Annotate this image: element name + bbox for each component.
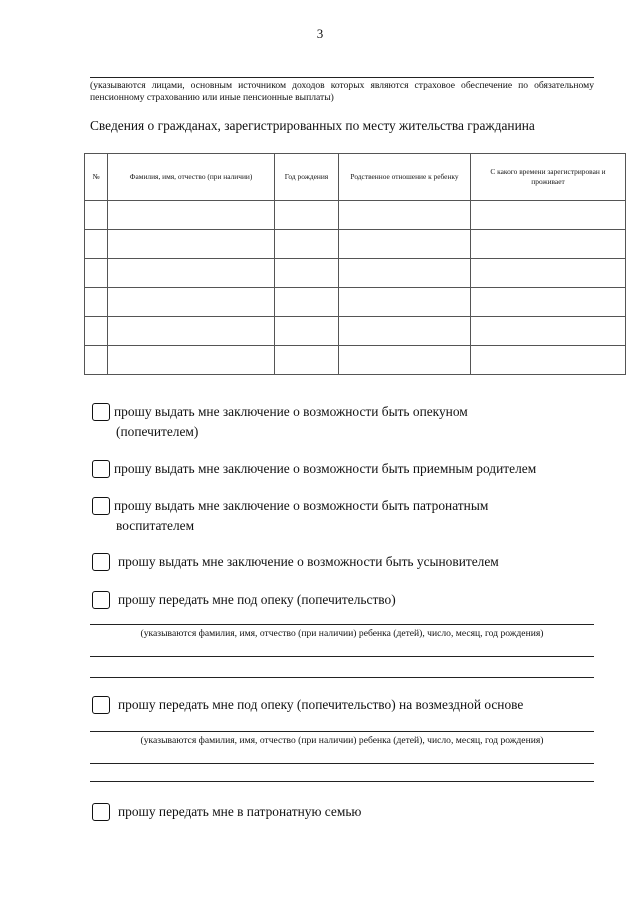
- option-transfer-guardianship-paid: [92, 695, 612, 715]
- table-header-row: [85, 154, 626, 201]
- table-cell[interactable]: [108, 259, 275, 288]
- table-row: [85, 288, 626, 317]
- option-foster-parent-conclusion: [92, 459, 612, 479]
- section-title: Сведения о гражданах, зарегистрированных по месту жительства гражданина: [90, 118, 535, 133]
- child-info-line[interactable]: [90, 763, 594, 764]
- table-cell[interactable]: [85, 346, 108, 375]
- table-cell[interactable]: [471, 259, 626, 288]
- table-row: [85, 317, 626, 346]
- table-cell[interactable]: [275, 288, 339, 317]
- table-cell[interactable]: [471, 317, 626, 346]
- option-label-continued: воспитателем: [116, 518, 195, 533]
- table-cell[interactable]: [339, 201, 471, 230]
- option-label-continued: (попечителем): [116, 424, 199, 439]
- col-header-relation: Родственное отношение к ребенку: [339, 154, 471, 201]
- checkbox-patronage-educator-conclusion[interactable]: [92, 497, 110, 515]
- option-adopter-conclusion: [92, 552, 612, 572]
- table-cell[interactable]: [275, 259, 339, 288]
- checkbox-transfer-guardianship-paid[interactable]: [92, 696, 110, 714]
- table-row: [85, 201, 626, 230]
- table-cell[interactable]: [339, 259, 471, 288]
- table-cell[interactable]: [275, 230, 339, 259]
- child-info-line[interactable]: [90, 624, 594, 625]
- table-cell[interactable]: [85, 259, 108, 288]
- checkbox-foster-parent-conclusion[interactable]: [92, 460, 110, 478]
- col-header-birth-year: Год рождения: [275, 154, 339, 201]
- option-label: прошу выдать мне заключение о возможности быть усыновителем: [118, 554, 499, 569]
- table-cell[interactable]: [471, 201, 626, 230]
- page-number: 3: [316, 26, 324, 41]
- option-transfer-patronage-family: [92, 802, 612, 822]
- table-cell[interactable]: [108, 201, 275, 230]
- table-cell[interactable]: [108, 288, 275, 317]
- table-cell[interactable]: [108, 230, 275, 259]
- table-cell[interactable]: [85, 288, 108, 317]
- table-cell[interactable]: [471, 288, 626, 317]
- checkbox-adopter-conclusion[interactable]: [92, 553, 110, 571]
- table-cell[interactable]: [339, 346, 471, 375]
- child-info-caption: (указываются фамилия, имя, отчество (при наличии) ребенка (детей), число, месяц, год рождения): [140, 628, 544, 639]
- table-cell[interactable]: [108, 346, 275, 375]
- table-row: [85, 230, 626, 259]
- col-header-registered-since: С какого времени зарегистрирован и проживает: [471, 154, 626, 201]
- checkbox-transfer-guardianship[interactable]: [92, 591, 110, 609]
- option-patronage-educator-conclusion: [92, 496, 612, 536]
- child-info-line[interactable]: [90, 731, 594, 732]
- option-label: прошу передать мне в патронатную семью: [118, 804, 362, 819]
- registered-citizens-table: [84, 153, 626, 375]
- option-label: прошу выдать мне заключение о возможности быть патронатным: [114, 498, 489, 513]
- table-cell[interactable]: [339, 317, 471, 346]
- option-guardian-conclusion: [92, 402, 612, 442]
- child-info-line[interactable]: [90, 677, 594, 678]
- table-cell[interactable]: [275, 201, 339, 230]
- table-cell[interactable]: [471, 346, 626, 375]
- col-header-number: №: [85, 154, 108, 201]
- table-row: [85, 346, 626, 375]
- note-top: (указываются лицами, основным источником доходов которых являются страховое обеспечение по обязательному пенсионному страхованию или иные пенсионные выплаты): [90, 80, 594, 103]
- table-cell[interactable]: [108, 317, 275, 346]
- table-cell[interactable]: [275, 346, 339, 375]
- table-cell[interactable]: [85, 317, 108, 346]
- col-header-full-name: Фамилия, имя, отчество (при наличии): [108, 154, 275, 201]
- option-label: прошу передать мне под опеку (попечительство): [118, 592, 396, 607]
- table-row: [85, 259, 626, 288]
- child-info-caption: (указываются фамилия, имя, отчество (при наличии) ребенка (детей), число, месяц, год рождения): [140, 735, 544, 746]
- table-cell[interactable]: [339, 230, 471, 259]
- table-cell[interactable]: [339, 288, 471, 317]
- child-info-line[interactable]: [90, 781, 594, 782]
- table-cell[interactable]: [275, 317, 339, 346]
- option-transfer-guardianship: [92, 590, 612, 610]
- option-label: прошу выдать мне заключение о возможности быть приемным родителем: [114, 461, 537, 476]
- checkbox-guardian-conclusion[interactable]: [92, 403, 110, 421]
- option-label: прошу выдать мне заключение о возможности быть опекуном: [114, 404, 468, 419]
- child-info-line[interactable]: [90, 656, 594, 657]
- option-label: прошу передать мне под опеку (попечительство) на возмездной основе: [118, 697, 524, 712]
- note-top-line: [90, 77, 594, 78]
- table-cell[interactable]: [471, 230, 626, 259]
- checkbox-transfer-patronage-family[interactable]: [92, 803, 110, 821]
- table-cell[interactable]: [85, 230, 108, 259]
- table-cell[interactable]: [85, 201, 108, 230]
